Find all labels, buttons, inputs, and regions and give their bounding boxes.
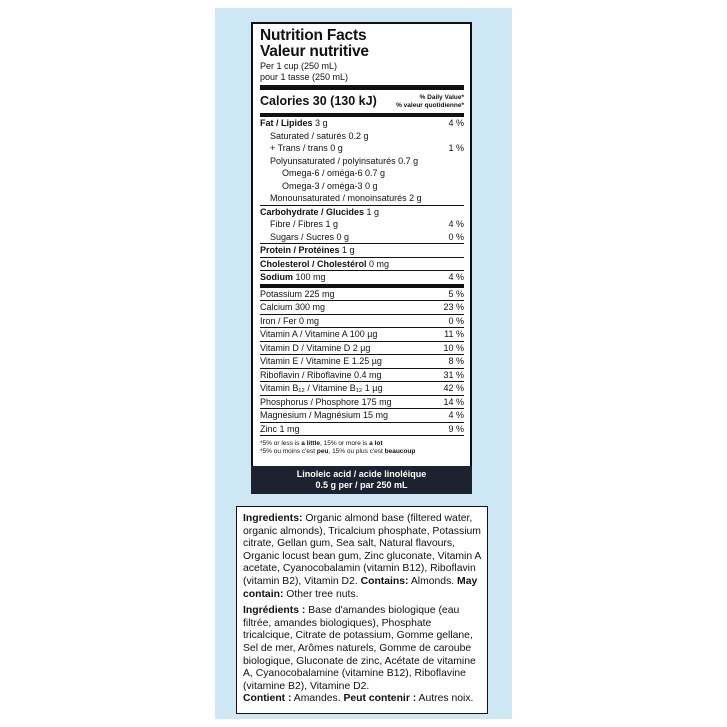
nutrient-row	[260, 381, 464, 395]
daily-value-percent: 10 %	[443, 342, 464, 353]
divider	[260, 85, 464, 90]
nutrient-name: Cholesterol / Cholestérol	[260, 258, 367, 269]
nutrient-name: + Trans / trans 0 g	[270, 143, 343, 153]
daily-value-percent: 5 %	[448, 288, 464, 299]
nutrient-row	[260, 257, 464, 271]
nutrient-row	[260, 300, 464, 314]
nutrient-row	[260, 395, 464, 409]
title-en: Nutrition Facts	[260, 27, 367, 44]
nutrient-row	[260, 408, 464, 422]
nutrient-name: Vitamin E / Vitamine E 1.25 µg	[260, 356, 382, 366]
nutrient-name: Potassium 225 mg	[260, 288, 335, 299]
serving-fr: pour 1 tasse (250 mL)	[260, 72, 349, 82]
nutrient-row	[260, 192, 464, 205]
nutrient-row	[260, 116, 464, 130]
daily-value-percent: 1 %	[448, 143, 464, 153]
daily-value-percent: 11 %	[444, 329, 464, 339]
daily-value-percent: 0 %	[448, 231, 464, 242]
nutrient-amount: 3 g	[315, 118, 328, 128]
nutrient-name: Vitamin D / Vitamine D 2 µg	[260, 342, 371, 353]
nutrient-name: Magnesium / Magnésium 15 mg	[260, 410, 389, 420]
calories-row	[260, 92, 464, 112]
nutrient-row	[260, 422, 464, 436]
title-fr: Valeur nutritive	[260, 43, 369, 60]
nutrient-name: Protein / Protéines	[260, 245, 340, 255]
daily-value-percent: 0 %	[448, 315, 464, 326]
nutrient-row	[260, 142, 464, 155]
nutrition-facts-table	[251, 22, 472, 494]
nutrient-name: Sodium	[260, 272, 293, 282]
nutrient-name: Riboflavin / Riboflavine 0.4 mg	[260, 369, 382, 380]
daily-value-percent: 23 %	[443, 302, 464, 312]
nutrient-row	[260, 205, 464, 219]
calories: Calories 30 (130 kJ)	[260, 94, 377, 108]
nutrient-row	[260, 130, 464, 143]
footnote: *5% or less is a little, 15% or more is a lot *5% ou moins c'est peu, 15% ou plus c'est beaucoup	[260, 435, 464, 456]
nutrient-amount: 0 mg	[369, 258, 390, 269]
daily-value-percent: 8 %	[448, 356, 464, 366]
nutrient-name: Carbohydrate / Glucides	[260, 206, 365, 217]
ingredients-fr: Ingrédients : Base d'amandes biologique (eau filtrée, amandes biologiques), Phosphate tricalcique, Citrate de potassium, Gomme gellane, Sel de mer, Arômes naturels, Gomme de caroube biologique, Gluconate de zinc, Acétate de vitamine A, Cyanocobalamine (vitamine B12), Riboflavine (vitamine B2), Vitamine D2. Contient : Amandes. Peut contenir : Autres noix.	[243, 605, 476, 705]
ingredients-en: Ingredients: Organic almond base (filtered water, organic almonds), Tricalcium phosphate, Potassium citrate, Gellan gum, Sea salt, Natural flavours, Organic locust bean gum, Zinc gluconate, Vitamin A acetate, Cyanocobalamin (vitamin B12), Riboflavin (vitamin B2), Vitamin D2. Contains: Almonds. May contain: Other tree nuts.	[243, 513, 481, 600]
nutrient-row	[260, 341, 464, 355]
daily-value-percent: 14 %	[443, 396, 464, 407]
nutrient-row	[260, 368, 464, 382]
nutrient-name: Vitamin B₁₂ / Vitamine B₁₂ 1 µg	[260, 383, 383, 393]
nutrient-name: Sugars / Sucres 0 g	[270, 231, 350, 242]
daily-value-percent: 4 %	[448, 410, 464, 420]
daily-value-header: % Daily Value* % valeur quotidienne*	[396, 94, 464, 109]
nutrient-row	[260, 284, 464, 301]
serving-en: Per 1 cup (250 mL)	[260, 61, 338, 71]
daily-value-percent: 9 %	[448, 423, 464, 434]
nutrient-name: Iron / Fer 0 mg	[260, 315, 320, 326]
nutrient-name: Omega-6 / oméga-6 0.7 g	[282, 168, 386, 178]
nutrient-name: Calcium 300 mg	[260, 302, 326, 312]
daily-value-percent: 4 %	[448, 118, 464, 128]
nutrient-rows	[260, 116, 464, 435]
nutrient-row	[260, 270, 464, 284]
nutrient-row	[260, 314, 464, 328]
nutrient-name: Zinc 1 mg	[260, 423, 300, 434]
nutrient-name: Omega-3 / oméga-3 0 g	[282, 180, 378, 191]
linoleic-acid-box: Linoleic acid / acide linoléique 0.5 g per / par 250 mL	[251, 466, 472, 494]
daily-value-percent: 4 %	[448, 272, 464, 282]
nutrient-name: Phosphorus / Phosphore 175 mg	[260, 396, 392, 407]
nutrient-row	[260, 243, 464, 257]
nutrient-name: Fibre / Fibres 1 g	[270, 219, 339, 229]
nutrient-name: Fat / Lipides	[260, 118, 313, 128]
nutrient-amount: 1 g	[342, 245, 355, 255]
daily-value-percent: 4 %	[448, 219, 464, 229]
nutrient-row	[260, 327, 464, 341]
nutrient-name: Vitamin A / Vitamine A 100 µg	[260, 329, 378, 339]
nutrient-name: Monounsaturated / monoinsaturés 2 g	[270, 193, 422, 203]
nutrient-row	[260, 231, 464, 244]
nutrient-row	[260, 218, 464, 231]
daily-value-percent: 31 %	[443, 369, 464, 380]
ingredients-box	[236, 506, 488, 714]
nutrient-name: Polyunsaturated / polyinsaturés 0.7 g	[270, 155, 419, 166]
nutrient-row	[260, 167, 464, 180]
nutrient-row	[260, 180, 464, 193]
nutrient-name: Saturated / saturés 0.2 g	[270, 130, 369, 141]
daily-value-percent: 42 %	[443, 383, 464, 393]
nutrient-row	[260, 354, 464, 368]
nutrient-amount: 1 g	[366, 206, 380, 217]
nutrient-amount: 100 mg	[295, 272, 326, 282]
nutrient-row	[260, 155, 464, 168]
